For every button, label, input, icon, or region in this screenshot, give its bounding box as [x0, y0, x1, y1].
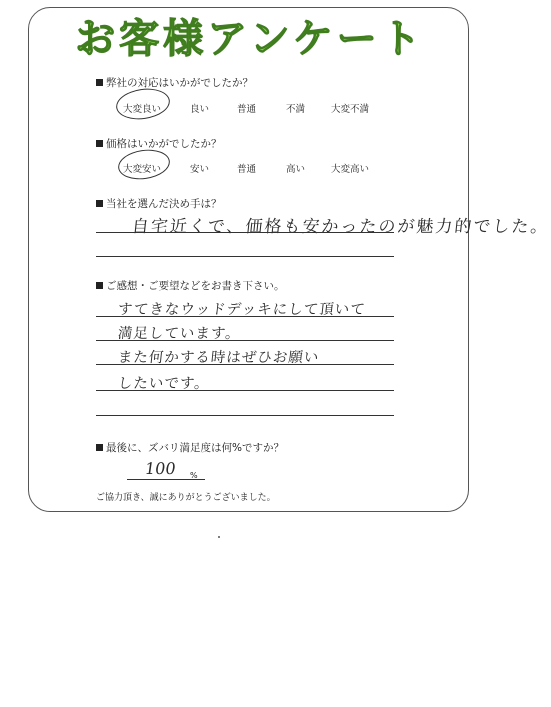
q4-answer-line-text-2: 満足しています。 — [117, 326, 242, 342]
q4-answer-line-4 — [96, 390, 394, 391]
question-1: 弊社の対応はいかがでしたか？ — [96, 75, 253, 90]
satisfaction-value: 100 — [143, 459, 177, 478]
q4-answer-line-text-3: また何かする時はぜひお願い — [117, 350, 321, 366]
survey-title: お客様アンケート — [75, 16, 425, 62]
q1-option-very-good[interactable]: 大変良い — [123, 104, 162, 115]
q2-option-very-cheap[interactable]: 大変安い — [123, 164, 162, 175]
question-3: 当社を選んだ決め手は？ — [96, 196, 222, 211]
q4-answer-line-3 — [96, 364, 394, 365]
q1-option-dissatisfied[interactable]: 不満 — [286, 104, 306, 115]
q2-option-very-expensive[interactable]: 大変高い — [331, 164, 370, 175]
q4-answer-line-text-4: したいです。 — [117, 376, 211, 392]
q3-answer-line-2 — [96, 256, 394, 257]
q4-answer-line-2 — [96, 340, 394, 341]
percent-unit: % — [190, 471, 198, 480]
q2-option-cheap[interactable]: 安い — [190, 164, 210, 175]
q4-answer-line-5 — [96, 415, 394, 416]
q4-answer-line-text-1: すてきなウッドデッキにして頂いて — [117, 302, 367, 318]
q3-answer-line-1 — [96, 232, 394, 233]
q1-option-good[interactable]: 良い — [190, 104, 210, 115]
question-4: ご感想・ご要望などをお書き下さい。 — [96, 278, 285, 293]
q2-option-expensive[interactable]: 高い — [286, 164, 306, 175]
question-2: 価格はいかがでしたか？ — [96, 136, 222, 151]
q4-answer-line-1 — [96, 316, 394, 317]
q1-option-very-dissatisfied[interactable]: 大変不満 — [331, 104, 370, 115]
scan-speck — [218, 536, 220, 538]
question-5: 最後に、ズバリ満足度は何%ですか？ — [96, 440, 284, 455]
satisfaction-answer-line — [127, 479, 205, 480]
q3-answer: 自宅近くで、価格も安かったのが魅力的でした。 — [130, 217, 551, 237]
q2-option-normal[interactable]: 普通 — [237, 164, 257, 175]
q1-option-normal[interactable]: 普通 — [237, 104, 257, 115]
thanks-message: ご協力頂き、誠にありがとうございました。 — [96, 493, 276, 503]
